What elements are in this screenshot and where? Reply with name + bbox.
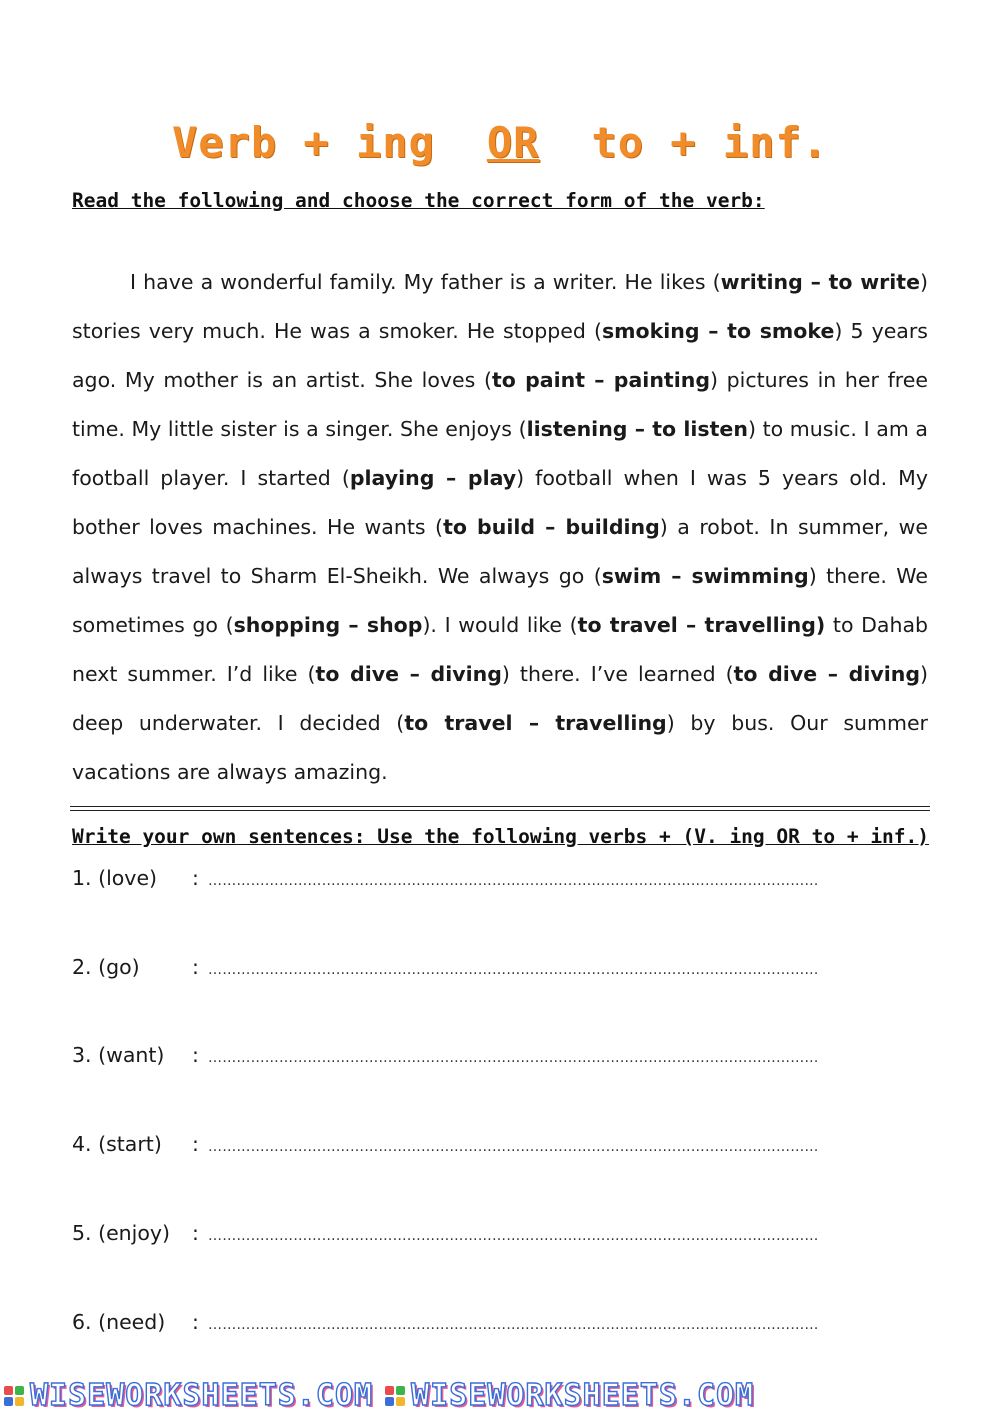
wiseworksheets-logo-icon	[385, 1386, 405, 1406]
verb-choice[interactable]: smoking – to smoke	[601, 319, 835, 343]
answer-line-2	[72, 955, 928, 985]
verb-choice[interactable]: to paint – painting	[491, 368, 711, 392]
verb-choice[interactable]: to dive – diving	[733, 662, 920, 686]
passage-text: ) there. I’ve learned (	[501, 662, 734, 686]
watermark-text: WISEWORKSHEETS.COM	[30, 1378, 374, 1413]
answer-line-5	[72, 1221, 928, 1251]
worksheet-title	[0, 118, 1000, 167]
passage-text: ) there. We sometimes go (	[72, 564, 928, 637]
divider-bottom	[70, 810, 930, 811]
colon: :	[192, 866, 199, 890]
answer-blank[interactable]: …………………………………………………………………………………………………………………	[208, 1317, 819, 1333]
section1-heading: Read the following and choose the correct form of the verb:	[72, 189, 765, 212]
answer-line-1	[72, 866, 928, 896]
title-part-to-inf: to + inf.	[591, 118, 829, 167]
colon: :	[192, 955, 199, 979]
verb-label: 5. (enjoy)	[72, 1221, 171, 1245]
answer-line-3	[72, 1043, 928, 1073]
answer-blank[interactable]: …………………………………………………………………………………………………………………	[208, 873, 819, 889]
answer-blank[interactable]: …………………………………………………………………………………………………………………	[208, 1050, 819, 1066]
answer-blank[interactable]: …………………………………………………………………………………………………………………	[208, 1228, 819, 1244]
verb-label: 6. (need)	[72, 1310, 166, 1334]
passage-text: ) pictures in her free time. My little sister is a singer. She enjoys (	[72, 368, 928, 441]
verb-choice[interactable]: to travel – travelling)	[577, 613, 826, 637]
colon: :	[192, 1221, 199, 1245]
answer-blank[interactable]: …………………………………………………………………………………………………………………	[208, 1139, 819, 1155]
reading-passage	[72, 258, 928, 797]
passage-text: I have a wonderful family. My father is a writer. He likes (	[130, 270, 721, 294]
verb-choice[interactable]: writing – to write	[720, 270, 920, 294]
verb-label: 2. (go)	[72, 955, 140, 979]
divider-top	[70, 806, 930, 807]
verb-choice[interactable]: to build – building	[443, 515, 660, 539]
verb-label: 1. (love)	[72, 866, 158, 890]
verb-choice[interactable]: to dive – diving	[315, 662, 502, 686]
verb-choice[interactable]: playing – play	[349, 466, 517, 490]
watermark-2	[381, 1378, 754, 1413]
verb-choice[interactable]: listening – to listen	[526, 417, 748, 441]
passage-text: to Dahab next summer. I’d like (	[72, 613, 929, 686]
verb-choice[interactable]: shopping – shop	[233, 613, 423, 637]
passage-text: ) football when I was 5 years old. My bother loves machines. He wants (	[72, 466, 928, 539]
watermark-text: WISEWORKSHEETS.COM	[411, 1378, 755, 1413]
answer-line-6	[72, 1310, 928, 1340]
watermark-footer	[0, 1378, 1000, 1413]
title-part-verb-ing: Verb + ing	[171, 118, 435, 167]
watermark-1	[0, 1378, 373, 1413]
title-or: OR	[486, 118, 540, 167]
verb-label: 3. (want)	[72, 1043, 165, 1067]
verb-choice[interactable]: swim – swimming	[601, 564, 809, 588]
section2-heading: Write your own sentences: Use the following verbs + (V. ing OR to + inf.)	[72, 825, 930, 848]
colon: :	[192, 1043, 199, 1067]
verb-choice[interactable]: to travel – travelling	[404, 711, 667, 735]
answer-line-4	[72, 1132, 928, 1162]
passage-text: ) deep underwater. I decided (	[72, 662, 928, 735]
passage-text: ). I would like (	[422, 613, 578, 637]
passage-text: ) a robot. In summer, we always travel to Sharm El-Sheikh. We always go (	[72, 515, 928, 588]
colon: :	[192, 1132, 199, 1156]
wiseworksheets-logo-icon	[4, 1386, 24, 1406]
passage-text: ) 5 years ago. My mother is an artist. She loves (	[72, 319, 928, 392]
passage-text: ) by bus. Our summer vacations are always amazing.	[72, 711, 928, 784]
passage-text: ) to music. I am a football player. I started (	[72, 417, 928, 490]
passage-text: ) stories very much. He was a smoker. He stopped (	[72, 270, 928, 343]
answer-blank[interactable]: …………………………………………………………………………………………………………………	[208, 962, 819, 978]
colon: :	[192, 1310, 199, 1334]
verb-label: 4. (start)	[72, 1132, 162, 1156]
